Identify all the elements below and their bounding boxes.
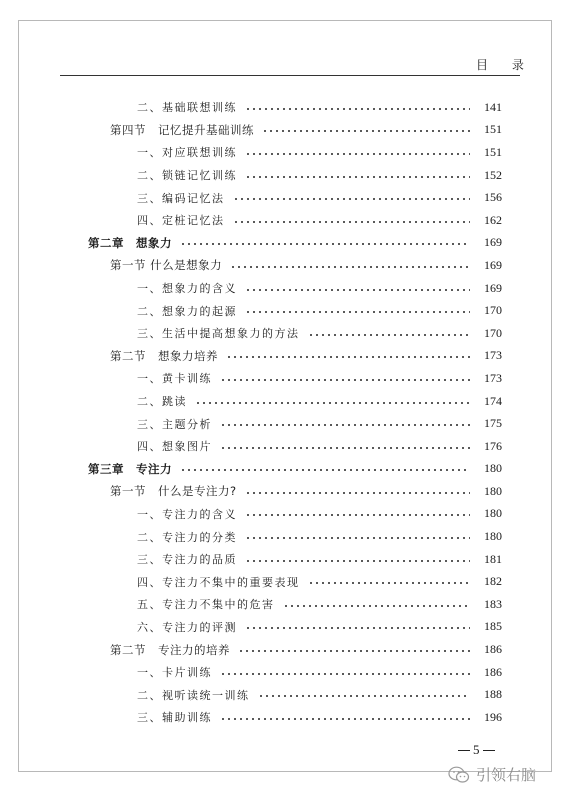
toc-entry-label: 二、跳读	[137, 395, 187, 409]
toc-entry-item	[0, 390, 570, 413]
toc-entry-chapter	[0, 232, 570, 255]
footer-dash-left	[458, 750, 470, 751]
toc-entry-page-number: 162	[484, 212, 502, 227]
toc-entry-label: 第四节 记忆提升基础训练	[110, 122, 254, 137]
toc-entry-page-number: 151	[484, 122, 502, 137]
dot-leader	[245, 492, 470, 494]
toc-entry-page-number: 156	[484, 190, 502, 205]
toc-entry-label: 一、想象力的含义	[137, 282, 237, 296]
dot-leader	[180, 243, 470, 245]
toc-entry-item	[0, 209, 570, 232]
watermark-text: 引领右脑	[476, 766, 537, 784]
toc-entry-page-number: 173	[484, 348, 502, 363]
toc-entry-page-number: 173	[484, 370, 502, 385]
toc-entry-label: 四、想象图片	[137, 440, 212, 454]
toc-entry-item	[0, 322, 570, 345]
toc-entry-item	[0, 186, 570, 209]
page-footer	[455, 742, 498, 758]
toc-entry-label: 三、辅助训练	[137, 711, 212, 725]
toc-entry-page-number: 175	[484, 416, 502, 431]
dot-leader	[245, 514, 470, 516]
dot-leader	[245, 176, 470, 178]
toc-entry-label: 一、专注力的含义	[137, 507, 237, 521]
toc-entry-item	[0, 593, 570, 616]
toc-entry-label: 六、专注力的评测	[137, 620, 237, 634]
header-rule	[60, 75, 520, 76]
dot-leader	[245, 560, 470, 562]
toc-entry-page-number: 176	[484, 438, 502, 453]
toc-entry-item	[0, 548, 570, 571]
toc-entry-label: 第二节 专注力的培养	[110, 642, 230, 657]
toc-entry-section	[0, 254, 570, 277]
toc-entry-section	[0, 480, 570, 503]
toc-entry-item	[0, 164, 570, 187]
dot-leader	[245, 153, 470, 155]
toc-entry-section	[0, 638, 570, 661]
wechat-icon	[448, 766, 470, 784]
dot-leader	[233, 221, 471, 223]
toc-entry-page-number: 188	[484, 687, 502, 702]
toc-entry-item	[0, 277, 570, 300]
toc-entry-page-number: 185	[484, 619, 502, 634]
toc-entry-label: 二、基础联想训练	[137, 101, 237, 115]
toc-entry-label: 二、想象力的起源	[137, 304, 237, 318]
toc-entry-label: 三、编码记忆法	[137, 191, 225, 205]
toc-entry-page-number: 170	[484, 325, 502, 340]
toc-entry-item	[0, 435, 570, 458]
dot-leader	[283, 605, 471, 607]
toc-entry-label: 四、专注力不集中的重要表现	[137, 575, 300, 589]
dot-leader	[233, 198, 471, 200]
dot-leader	[262, 130, 470, 132]
dot-leader	[245, 311, 470, 313]
dot-leader	[220, 673, 470, 675]
toc-entry-page-number: 180	[484, 483, 502, 498]
toc-entry-item	[0, 616, 570, 639]
toc-entry-page-number: 141	[484, 99, 502, 114]
dot-leader	[220, 447, 470, 449]
table-of-contents	[0, 96, 570, 729]
toc-entry-item	[0, 661, 570, 684]
toc-entry-label: 一、卡片训练	[137, 666, 212, 680]
page-header-title: 目 录	[476, 58, 534, 72]
toc-entry-label: 第二章 想象力	[88, 235, 172, 250]
toc-entry-page-number: 180	[484, 529, 502, 544]
dot-leader	[220, 718, 470, 720]
dot-leader	[226, 356, 470, 358]
toc-entry-label: 第一节 什么是专注力?	[110, 484, 237, 499]
toc-entry-section	[0, 119, 570, 142]
toc-entry-page-number: 152	[484, 167, 502, 182]
toc-entry-label: 三、主题分析	[137, 417, 212, 431]
toc-entry-page-number: 180	[484, 506, 502, 521]
dot-leader	[245, 289, 470, 291]
toc-entry-label: 三、生活中提高想象力的方法	[137, 327, 300, 341]
dot-leader	[230, 266, 470, 268]
toc-entry-page-number: 151	[484, 144, 502, 159]
toc-entry-label: 二、视听读统一训练	[137, 688, 250, 702]
toc-entry-page-number: 196	[484, 709, 502, 724]
toc-entry-item	[0, 706, 570, 729]
toc-entry-page-number: 183	[484, 596, 502, 611]
toc-entry-label: 一、对应联想训练	[137, 146, 237, 160]
dot-leader	[245, 627, 470, 629]
toc-entry-page-number: 169	[484, 235, 502, 250]
toc-entry-page-number: 169	[484, 280, 502, 295]
dot-leader	[308, 582, 471, 584]
toc-entry-page-number: 186	[484, 642, 502, 657]
toc-entry-page-number: 180	[484, 461, 502, 476]
toc-entry-label: 二、锁链记忆训练	[137, 169, 237, 183]
toc-entry-label: 第三章 专注力	[88, 461, 172, 476]
toc-entry-item	[0, 570, 570, 593]
dot-leader	[308, 334, 471, 336]
toc-entry-item	[0, 412, 570, 435]
toc-entry-chapter	[0, 458, 570, 481]
toc-entry-item	[0, 525, 570, 548]
toc-entry-page-number: 186	[484, 664, 502, 679]
toc-entry-label: 第二节 想象力培养	[110, 348, 218, 363]
toc-entry-item	[0, 96, 570, 119]
toc-entry-label: 四、定桩记忆法	[137, 214, 225, 228]
toc-entry-label: 二、专注力的分类	[137, 530, 237, 544]
toc-entry-item	[0, 503, 570, 526]
toc-entry-label: 五、专注力不集中的危害	[137, 598, 275, 612]
dot-leader	[195, 402, 470, 404]
toc-entry-label: 第一节 什么是想象力	[110, 258, 223, 273]
dot-leader	[258, 695, 471, 697]
toc-entry-page-number: 170	[484, 303, 502, 318]
dot-leader	[220, 379, 470, 381]
footer-dash-right	[483, 750, 495, 751]
dot-leader	[180, 469, 470, 471]
dot-leader	[238, 650, 470, 652]
toc-entry-page-number: 181	[484, 551, 502, 566]
dot-leader	[245, 108, 470, 110]
toc-entry-item	[0, 141, 570, 164]
toc-entry-section	[0, 345, 570, 368]
toc-entry-label: 三、专注力的品质	[137, 553, 237, 567]
toc-entry-label: 一、黄卡训练	[137, 372, 212, 386]
footer-page-number: 5	[473, 742, 480, 757]
toc-entry-page-number: 169	[484, 257, 502, 272]
toc-entry-page-number: 182	[484, 574, 502, 589]
toc-entry-page-number: 174	[484, 393, 502, 408]
watermark	[448, 764, 536, 785]
toc-entry-item	[0, 683, 570, 706]
toc-entry-item	[0, 299, 570, 322]
toc-entry-item	[0, 367, 570, 390]
dot-leader	[220, 424, 470, 426]
dot-leader	[245, 537, 470, 539]
